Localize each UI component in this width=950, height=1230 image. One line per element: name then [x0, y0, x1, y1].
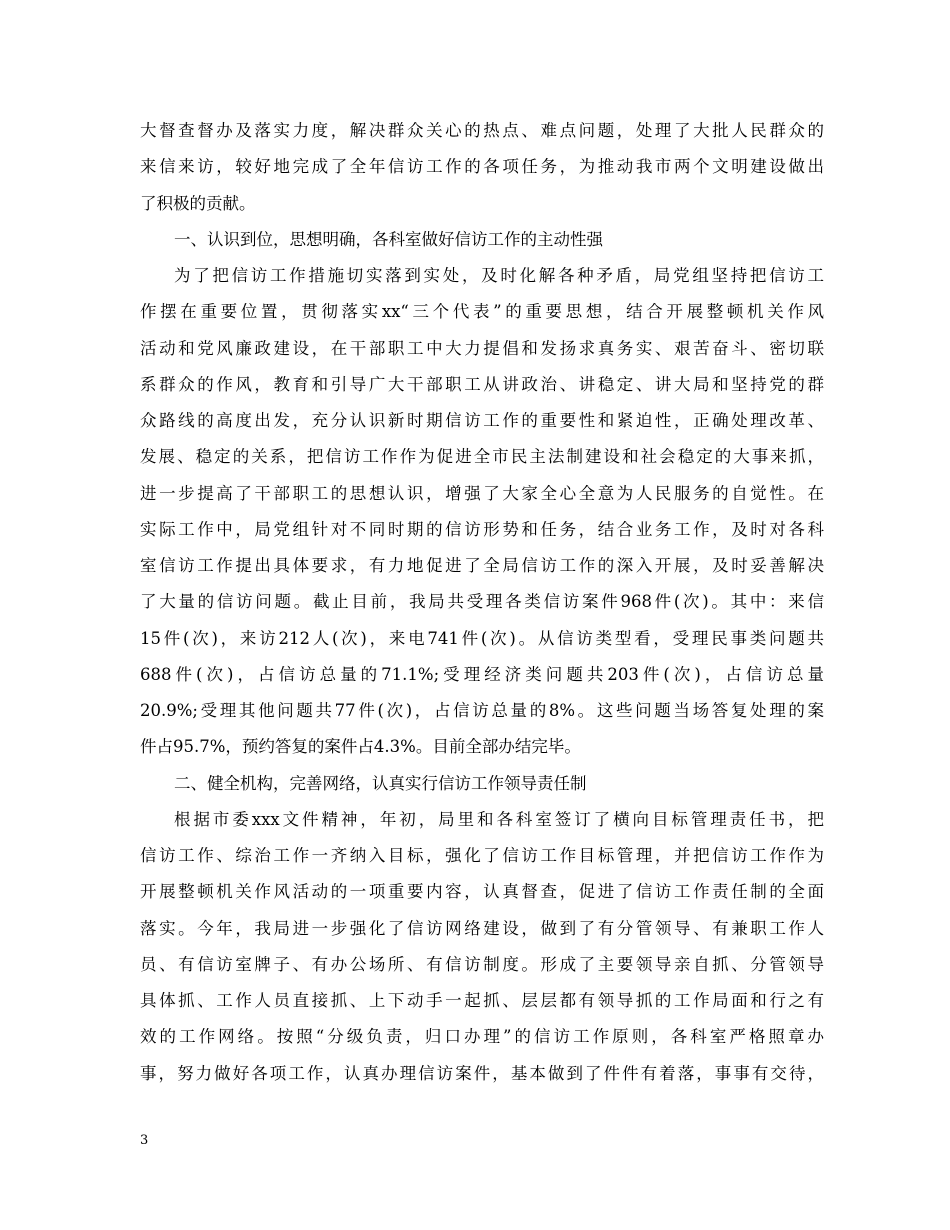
text-line: 为了把信访工作措施切实落到实处，及时化解各种矛盾，局党组坚持把信访工: [174, 266, 824, 285]
text-line: 落实。今年，我局进一步强化了信访网络建设，做到了有分管领导、有兼职工作人: [140, 918, 824, 938]
text-line: 进一步提高了干部职工的思想认识，增强了大家全心全意为人民服务的自觉性。在: [140, 483, 824, 503]
text-line: 系群众的作风，教育和引导广大干部职工从讲政治、讲稳定、讲大局和坚持党的群: [140, 374, 824, 394]
text-line: 688件(次)，占信访总量的71.1%;受理经济类问题共203件(次)，占信访总量: [140, 664, 824, 684]
text-line: 实际工作中，局党组针对不同时期的信访形势和任务，结合业务工作，及时对各科: [140, 519, 824, 539]
body-text: [140, 113, 824, 1092]
text-line: 开展整顿机关作风活动的一项重要内容，认真督查，促进了信访工作责任制的全面: [140, 882, 824, 902]
text-line: 了积极的贡献。: [140, 193, 256, 213]
text-line: 信访工作、综治工作一齐纳入目标，强化了信访工作目标管理，并把信访工作作为: [140, 846, 824, 865]
text-line: 作摆在重要位置，贯彻落实xx“三个代表”的重要思想，结合开展整顿机关作风: [140, 302, 824, 322]
text-line: 具体抓、工作人员直接抓、上下动手一起抓、层层都有领导抓的工作局面和行之有: [140, 991, 824, 1010]
text-line: 员、有信访室牌子、有办公场所、有信访制度。形成了主要领导亲自抓、分管领导: [140, 954, 824, 974]
text-line: 20.9%;受理其他问题共77件(次)，占信访总量的8%。这些问题当场答复处理的案: [140, 701, 824, 720]
page-number: 3: [140, 1133, 149, 1148]
text-line: 众路线的高度出发，充分认识新时期信访工作的重要性和紧迫性，正确处理改革、: [140, 411, 824, 430]
text-line: 15件(次)，来访212人(次)，来电741件(次)。从信访类型看，受理民事类问题共: [140, 628, 824, 648]
text-line: 发展、稳定的关系，把信访工作作为促进全市民主法制建设和社会稳定的大事来抓，: [140, 447, 824, 467]
text-line: 效的工作网络。按照“分级负责，归口办理”的信访工作原则，各科室严格照章办: [140, 1027, 824, 1047]
text-line: 事，努力做好各项工作，认真办理信访案件，基本做到了件件有着落，事事有交待，: [140, 1063, 824, 1083]
text-line: 室信访工作提出具体要求，有力地促进了全局信访工作的深入开展，及时妥善解决: [140, 556, 824, 575]
text-line: 根据市委xxx文件精神，年初，局里和各科室签订了横向目标管理责任书，把: [174, 809, 824, 829]
text-line: 活动和党风廉政建设，在干部职工中大力提倡和发扬求真务实、艰苦奋斗、密切联: [140, 338, 824, 358]
section-heading-1: 一、认识到位，思想明确，各科室做好信访工作的主动性强: [174, 229, 603, 249]
text-line: 件占95.7%，预约答复的案件占4.3%。目前全部办结完毕。: [140, 737, 581, 757]
text-line: 来信来访，较好地完成了全年信访工作的各项任务，为推动我市两个文明建设做出: [140, 157, 824, 177]
text-line: 大督查督办及落实力度，解决群众关心的热点、难点问题，处理了大批人民群众的: [140, 121, 824, 140]
section-heading-2: 二、健全机构，完善网络，认真实行信访工作领导责任制: [174, 773, 587, 793]
text-line: 了大量的信访问题。截止目前，我局共受理各类信访案件968件(次)。其中：来信: [140, 592, 824, 612]
